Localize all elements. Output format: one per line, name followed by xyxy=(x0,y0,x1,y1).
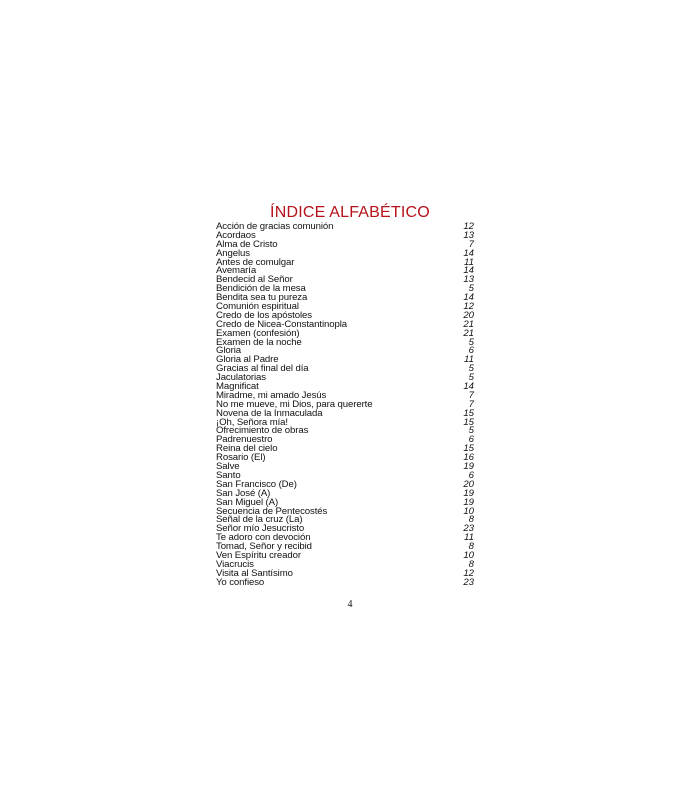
index-entry-page: 8 xyxy=(468,514,474,526)
index-entry-page: 23 xyxy=(463,523,474,535)
index-entry-page: 8 xyxy=(468,558,474,570)
index-entry-name: Antes de comulgar xyxy=(216,256,295,268)
index-entry-name: Miradme, mi amado Jesús xyxy=(216,389,327,401)
index-entry-name: ¡Oh, Señora mía! xyxy=(216,416,288,428)
index-title: ÍNDICE ALFABÉTICO xyxy=(270,204,430,221)
index-entry-name: Gracias al final del día xyxy=(216,363,309,375)
index-entry-name: San Francisco (De) xyxy=(216,478,297,490)
index-entry-page: 5 xyxy=(468,372,474,384)
index-entry-name: Padrenuestro xyxy=(216,434,273,446)
index-entry-name: San José (A) xyxy=(216,487,271,499)
index-entry-name: Alma de Cristo xyxy=(216,238,278,250)
index-entry-name: Gloria xyxy=(216,345,241,357)
index-entry-name: Examen de la noche xyxy=(216,336,302,348)
index-entry-page: 21 xyxy=(463,318,474,330)
index-entry xyxy=(216,576,474,588)
index-entry-name: Credo de Nicea-Constantinopla xyxy=(216,318,347,330)
index-entry-page: 10 xyxy=(463,505,474,517)
index-entry-page: 23 xyxy=(463,576,474,588)
index-entry-page: 5 xyxy=(468,336,474,348)
index-entry-page: 8 xyxy=(468,541,474,553)
index-entry-page: 6 xyxy=(468,469,474,481)
index-entry xyxy=(216,454,474,463)
index-entry-page: 7 xyxy=(468,238,474,250)
index-entry-name: Acción de gracias comunión xyxy=(216,221,334,232)
index-entry-name: Bendición de la mesa xyxy=(216,283,306,295)
index-entry-name: Gloria al Padre xyxy=(216,354,279,366)
index-entry-page: 5 xyxy=(468,363,474,375)
index-entry-page: 7 xyxy=(468,398,474,410)
index-entry-page: 11 xyxy=(464,354,474,366)
index-entry-page: 5 xyxy=(468,425,474,437)
index-entry-page: 5 xyxy=(468,283,474,295)
index-entry xyxy=(216,238,474,250)
index-entry-page: 12 xyxy=(463,567,474,579)
index-entry-page: 12 xyxy=(463,221,474,232)
index-entry-page: 20 xyxy=(463,309,474,321)
index-entry-name: Avemaría xyxy=(216,265,257,277)
index-entry-name: Bendecid al Señor xyxy=(216,274,293,286)
index-entry-name: Jaculatorias xyxy=(216,372,266,384)
index-entry xyxy=(216,463,474,472)
index-entry-page: 13 xyxy=(463,274,474,286)
page-number: 4 xyxy=(347,599,353,610)
index-entry-page: 11 xyxy=(464,532,474,544)
index-entry-page: 19 xyxy=(463,461,474,473)
index-entry-name: Novena de la Inmaculada xyxy=(216,407,323,419)
index-entry-name: Santo xyxy=(216,469,241,481)
index-entry-page: 20 xyxy=(463,478,474,490)
index-entry-name: Rosario (El) xyxy=(216,452,266,464)
index-entry-name: Visita al Santísimo xyxy=(216,567,293,579)
index-entry-page: 15 xyxy=(463,443,474,455)
index-entry-name: Ven Espíritu creador xyxy=(216,549,301,561)
index-entry-name: Salve xyxy=(216,461,240,473)
index-entry xyxy=(216,336,474,348)
index-entry-page: 13 xyxy=(463,229,474,241)
index-entry xyxy=(216,549,474,561)
index-entry-page: 15 xyxy=(463,407,474,419)
index-entry-page: 14 xyxy=(463,381,474,393)
index-list xyxy=(216,223,474,588)
index-entry-page: 14 xyxy=(463,247,474,259)
index-entry-page: 6 xyxy=(468,434,474,446)
index-entry-page: 7 xyxy=(468,389,474,401)
index-entry-name: Examen (confesión) xyxy=(216,327,300,339)
index-entry-name: Credo de los apóstoles xyxy=(216,309,312,321)
index-entry-page: 19 xyxy=(463,487,474,499)
index-entry-page: 21 xyxy=(463,327,474,339)
index-entry-page: 6 xyxy=(468,345,474,357)
index-entry-page: 16 xyxy=(463,452,474,464)
index-entry-name: Angelus xyxy=(216,247,250,259)
index-entry-name: Acordaos xyxy=(216,229,256,241)
index-entry-name: San Miguel (A) xyxy=(216,496,279,508)
index-entry-name: Bendita sea tu pureza xyxy=(216,292,308,304)
index-entry-name: No me mueve, mi Dios, para quererte xyxy=(216,398,373,410)
index-entry-name: Reina del cielo xyxy=(216,443,278,455)
index-entry-name: Comunión espiritual xyxy=(216,301,299,313)
index-entry-name: Secuencia de Pentecostés xyxy=(216,505,328,517)
index-entry-name: Tomad, Señor y recibid xyxy=(216,541,312,553)
index-entry-page: 14 xyxy=(463,292,474,304)
index-entry-name: Señal de la cruz (La) xyxy=(216,514,303,526)
index-entry-name: Te adoro con devoción xyxy=(216,532,311,544)
index-entry-name: Ofrecimiento de obras xyxy=(216,425,309,437)
index-entry-name: Yo confieso xyxy=(216,576,265,588)
index-entry-name: Viacrucis xyxy=(216,558,254,570)
index-entry-page: 11 xyxy=(464,256,474,268)
index-entry-page: 19 xyxy=(463,496,474,508)
index-entry-page: 12 xyxy=(463,301,474,313)
index-entry-page: 14 xyxy=(463,265,474,277)
index-entry-page: 15 xyxy=(463,416,474,428)
index-entry-name: Magnificat xyxy=(216,381,259,393)
index-entry-page: 10 xyxy=(463,549,474,561)
index-entry-name: Señor mío Jesucristo xyxy=(216,523,305,535)
